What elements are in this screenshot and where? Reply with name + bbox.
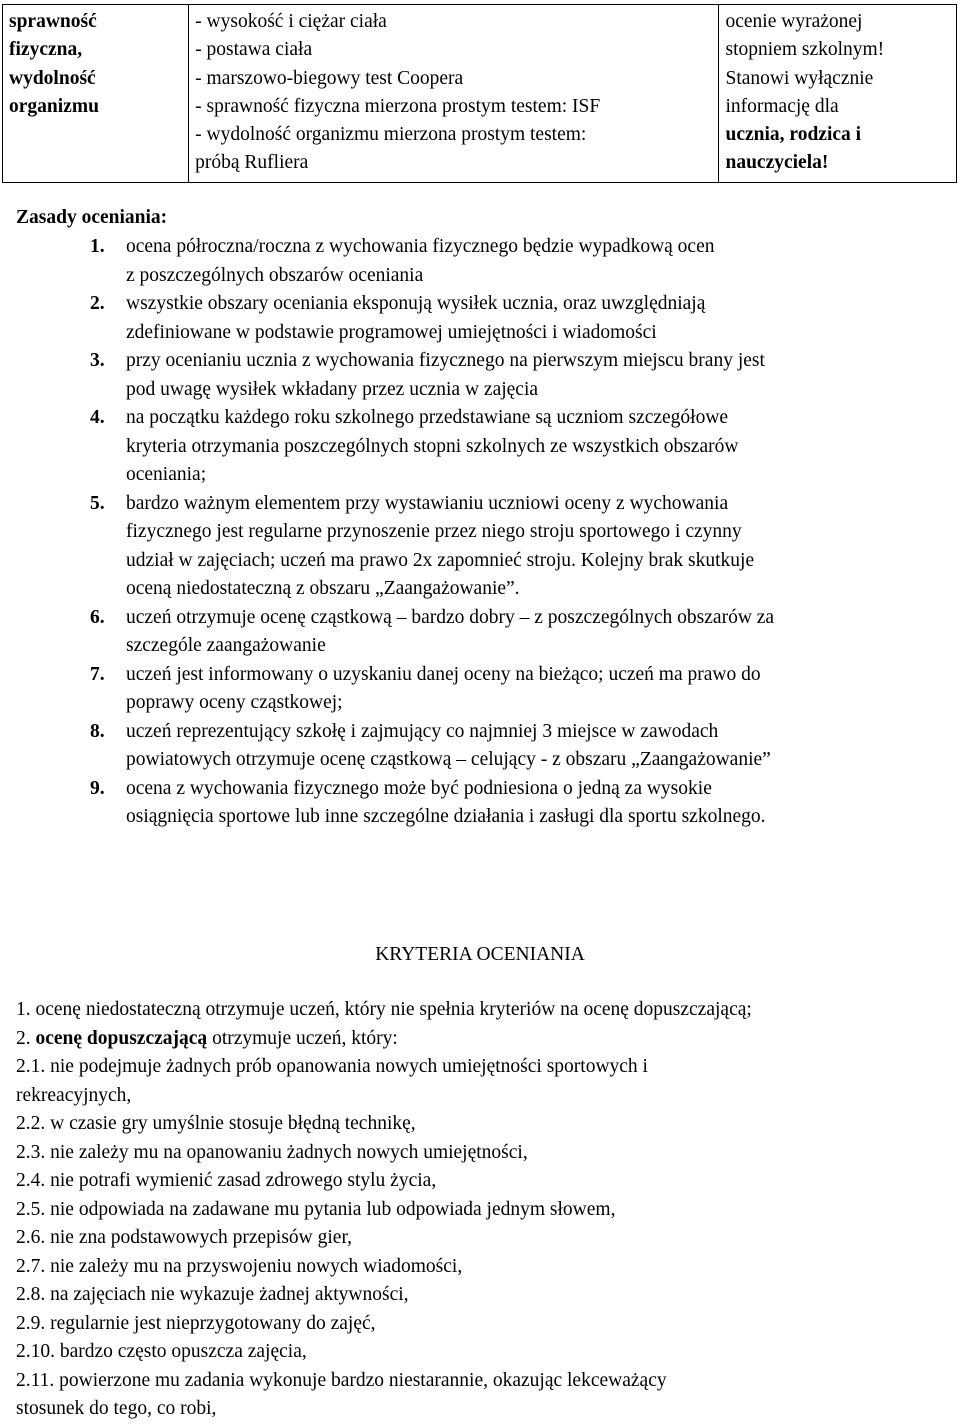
list-item-text [126, 404, 960, 490]
criteria-line: rekreacyjnych, [16, 1084, 132, 1106]
list-item-number: 4. [90, 407, 105, 428]
text-line: uczeń otrzymuje ocenę cząstkową – bardzo dobry – z poszczególnych obszarów za [126, 606, 775, 628]
text-line: osiągnięcia sportowe lub inne szczególne działania i zasługi dla sportu szkolnego. [126, 806, 766, 827]
text-line: ocena półroczna/roczna z wychowania fizycznego będzie wypadkową ocen [126, 236, 715, 257]
cell-line: nauczyciela! [725, 152, 829, 174]
cell-line: fizyczna, [9, 39, 83, 61]
list-item-number: 9. [90, 777, 105, 799]
list-item [0, 490, 960, 604]
text-line: bardzo ważnym elementem przy wystawianiu uczniowi oceny z wychowania [126, 492, 729, 514]
note-cell [719, 5, 957, 183]
criteria-line: 2.6. nie zna podstawowych przepisów gier, [16, 1227, 353, 1248]
text-line: na początku każdego roku szkolnego przedstawiane są uczniom szczegółowe [126, 407, 729, 428]
text-line: poprawy oceny cząstkowej; [126, 692, 343, 713]
list-item-text [126, 661, 960, 718]
criteria-line: 2.10. bardzo często opuszcza zajęcia, [16, 1341, 307, 1362]
criteria-line: 2.8. na zajęciach nie wykazuje żadnej aktywności, [16, 1284, 409, 1305]
text-line: powiatowych otrzymuje ocenę cząstkową – celujący - z obszaru „Zaangażowanie” [126, 749, 771, 770]
text-line: udział w zajęciach; uczeń ma prawo 2x zapomnieć stroju. Kolejny brak skutkuje [126, 549, 755, 571]
list-item [0, 661, 960, 718]
criteria-list [16, 996, 752, 1424]
text-line: z poszczególnych obszarów oceniania [126, 264, 424, 286]
cell-line: ucznia, rodzica i [725, 124, 862, 146]
list-item-text [126, 490, 960, 604]
criteria-line: 2.5. nie odpowiada na zadawane mu pytania lub odpowiada jednym słowem, [16, 1198, 616, 1220]
list-item-number: 2. [90, 293, 105, 314]
criteria-line: 2.9. regularnie jest nieprzygotowany do zajęć, [16, 1312, 376, 1334]
cell-line: Stanowi wyłącznie [725, 67, 874, 89]
list-item-text [126, 233, 960, 290]
list-item [0, 404, 960, 490]
cell-line: - sprawność fizyczna mierzona prostym testem: ISF [195, 95, 601, 117]
text-line: oceną niedostateczną z obszaru „Zaangażowanie”. [126, 578, 520, 599]
criteria-line: 2.4. nie potrafi wymienić zasad zdrowego stylu życia, [16, 1170, 437, 1191]
text-line: zdefiniowane w podstawie programowej umiejętności i wiadomości [126, 321, 657, 343]
rules-heading: Zasady oceniania: [16, 207, 168, 228]
cell-line: próbą Rufliera [195, 152, 309, 174]
cell-line: sprawność [9, 11, 97, 32]
text-line: fizycznego jest regularne przynoszenie przez niego stroju sportowego i czynny [126, 521, 742, 542]
list-item-text [126, 290, 960, 347]
criteria-line [16, 1025, 752, 1054]
list-item-text [126, 718, 960, 775]
criteria-prefix: 2. [16, 1027, 36, 1049]
text-line: przy ocenianiu ucznia z wychowania fizycznego na pierwszym miejscu brany jest [126, 350, 765, 371]
list-item-number: 3. [90, 350, 105, 371]
criteria-rest: otrzymuje uczeń, który: [207, 1027, 398, 1049]
cell-line: informację dla [725, 95, 839, 117]
list-item-text [126, 775, 960, 832]
cell-line: - wydolność organizmu mierzona prostym testem: [195, 124, 587, 146]
list-item-number: 1. [90, 236, 105, 257]
text-line: pod uwagę wysiłek wkładany przez ucznia w zajęcia [126, 378, 539, 400]
list-item-number: 8. [90, 720, 105, 742]
cell-line: stopniem szkolnym! [725, 39, 885, 61]
list-item-number: 5. [90, 492, 105, 514]
list-item [0, 718, 960, 775]
criteria-line: 1. ocenę niedostateczną otrzymuje uczeń, który nie spełnia kryteriów na ocenę dopuszczającą; [16, 999, 752, 1020]
list-item [0, 290, 960, 347]
criteria-line: 2.2. w czasie gry umyślnie stosuje błędną technikę, [16, 1113, 416, 1134]
list-item [0, 775, 960, 832]
cell-line: - marszowo-biegowy test Coopera [195, 67, 464, 89]
text-line: wszystkie obszary oceniania eksponują wysiłek ucznia, oraz uwzględniają [126, 293, 706, 314]
criteria-line: 2.7. nie zależy mu na przyswojeniu nowych wiadomości, [16, 1255, 463, 1277]
cell-line: wydolność [9, 67, 96, 89]
criteria-line: 2.3. nie zależy mu na opanowaniu żadnych nowych umiejętności, [16, 1141, 528, 1163]
table-row [3, 5, 957, 183]
text-line: uczeń reprezentujący szkołę i zajmujący co najmniej 3 miejsce w zawodach [126, 720, 719, 742]
list-item [0, 604, 960, 661]
list-item-text [126, 604, 960, 661]
text-line: ocena z wychowania fizycznego może być podniesiona o jedną za wysokie [126, 777, 712, 799]
cell-line: organizmu [9, 95, 99, 117]
text-line: kryteria otrzymania poszczególnych stopni szkolnych ze wszystkich obszarów [126, 435, 739, 457]
list-item-text [126, 347, 960, 404]
cell-line: - wysokość i ciężar ciała [195, 11, 387, 32]
cell-line: ocenie wyrażonej [725, 11, 863, 32]
criteria-table [2, 4, 957, 183]
cell-line: - postawa ciała [195, 39, 313, 61]
criteria-line: stosunek do tego, co robi, [16, 1398, 217, 1419]
text-line: oceniania; [126, 464, 207, 485]
criteria-line: 2.11. powierzone mu zadania wykonuje bardzo niestarannie, okazując lekceważący [16, 1369, 667, 1391]
grade-name: ocenę dopuszczającą [35, 1027, 208, 1049]
list-item-number: 6. [90, 606, 105, 628]
list-item-number: 7. [90, 663, 105, 685]
list-item [0, 347, 960, 404]
criteria-line: 2.1. nie podejmuje żadnych prób opanowania nowych umiejętności sportowych i [16, 1056, 648, 1077]
text-line: uczeń jest informowany o uzyskaniu danej oceny na bieżąco; uczeń ma prawo do [126, 663, 761, 685]
area-name-cell [3, 5, 189, 183]
list-item [0, 233, 960, 290]
text-line: szczególe zaangażowanie [126, 635, 326, 656]
measures-cell [189, 5, 719, 183]
criteria-heading: KRYTERIA OCENIANIA [375, 944, 585, 965]
rules-list [0, 233, 960, 832]
